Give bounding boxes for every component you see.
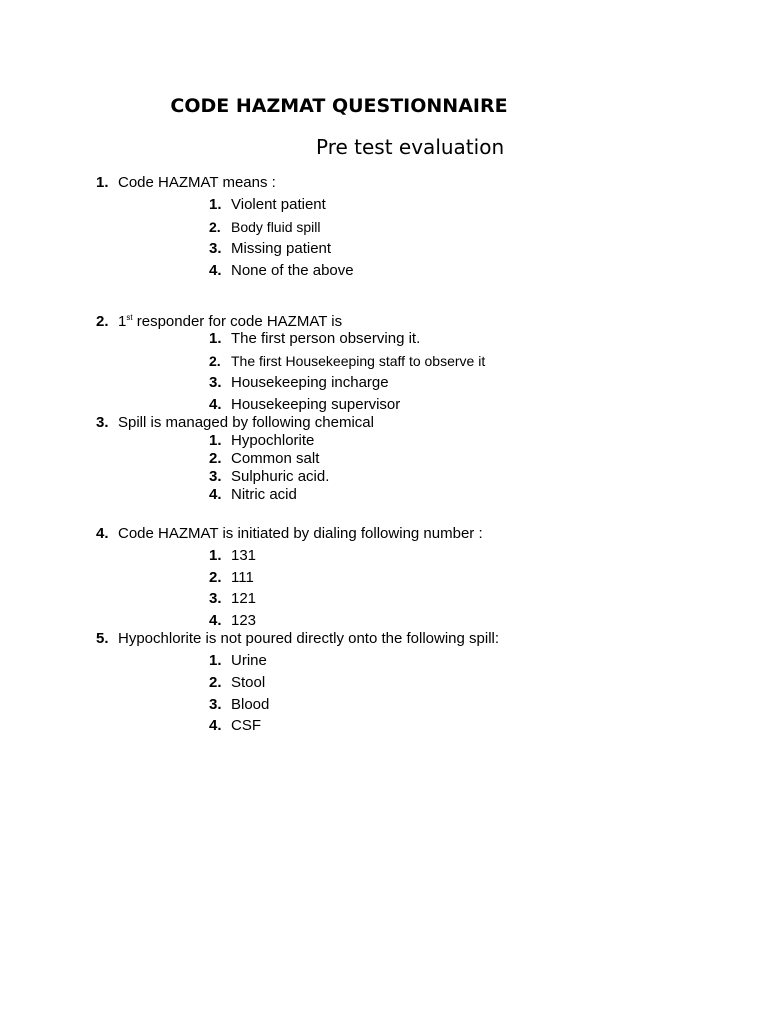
option-text: Housekeeping supervisor: [231, 396, 401, 413]
question-text: Code HAZMAT means :: [118, 174, 276, 191]
option-item: [209, 612, 256, 630]
question-number: 2.: [96, 313, 109, 330]
option-item: [209, 330, 420, 348]
option-number: 2.: [209, 450, 222, 467]
option-text: Urine: [231, 652, 267, 669]
option-text: Blood: [231, 696, 270, 713]
option-number: 4.: [209, 396, 222, 413]
question-text-ordinal: 1: [118, 313, 127, 330]
option-number: 3.: [209, 374, 222, 391]
question-text: Code HAZMAT is initiated by dialing following number :: [118, 525, 483, 542]
option-item: [209, 432, 314, 450]
question-number: 5.: [96, 630, 109, 647]
question-2: [96, 309, 342, 331]
question-number: 1.: [96, 174, 109, 191]
question-1: [96, 174, 276, 192]
option-number: 3.: [209, 696, 222, 713]
option-item: [209, 218, 321, 236]
option-item: [209, 352, 485, 370]
option-number: 4.: [209, 486, 222, 503]
option-item: [209, 652, 267, 670]
option-text: Body fluid spill: [231, 219, 321, 235]
option-number: 2.: [209, 569, 222, 586]
option-item: [209, 486, 297, 504]
option-number: 4.: [209, 262, 222, 279]
option-text: Hypochlorite: [231, 432, 315, 449]
option-item: [209, 717, 261, 735]
option-item: [209, 674, 265, 692]
question-text: Hypochlorite is not poured directly onto the following spill:: [118, 630, 500, 647]
option-text: The first person observing it.: [231, 330, 421, 347]
ordinal-suffix: st: [126, 313, 133, 322]
option-text: 131: [231, 547, 257, 564]
question-number: 4.: [96, 525, 109, 542]
option-number: 3.: [209, 240, 222, 257]
option-text: Missing patient: [231, 240, 332, 257]
option-text: 121: [231, 590, 257, 607]
option-text: 123: [231, 612, 257, 629]
option-text: None of the above: [231, 262, 354, 279]
option-item: [209, 374, 389, 392]
option-text: The first Housekeeping staff to observe it: [231, 353, 486, 369]
option-item: [209, 696, 269, 714]
option-item: [209, 468, 329, 486]
option-number: 1.: [209, 547, 222, 564]
page-title: CODE HAZMAT QUESTIONNAIRE: [170, 95, 508, 117]
option-item: [209, 450, 319, 468]
option-text: Housekeeping incharge: [231, 374, 389, 391]
option-number: 2.: [209, 674, 222, 691]
option-item: [209, 590, 256, 608]
question-text: Spill is managed by following chemical: [118, 414, 374, 431]
option-number: 2.: [209, 219, 221, 235]
option-number: 4.: [209, 717, 222, 734]
option-number: 3.: [209, 468, 222, 485]
option-text: Common salt: [231, 450, 320, 467]
option-number: 1.: [209, 330, 222, 347]
question-number: 3.: [96, 414, 109, 431]
option-item: [209, 396, 400, 414]
option-item: [209, 196, 326, 214]
question-4: [96, 525, 483, 543]
option-item: [209, 240, 331, 258]
question-3: [96, 414, 374, 432]
option-text: Nitric acid: [231, 486, 297, 503]
option-number: 1.: [209, 196, 222, 213]
page-subtitle: Pre test evaluation: [316, 135, 505, 159]
option-item: [209, 547, 256, 565]
option-text: 111: [231, 569, 254, 586]
option-number: 1.: [209, 652, 222, 669]
question-text: responder for code HAZMAT is: [132, 313, 343, 330]
option-text: Sulphuric acid.: [231, 468, 330, 485]
option-number: 4.: [209, 612, 222, 629]
option-number: 3.: [209, 590, 222, 607]
option-item: [209, 262, 354, 280]
option-text: CSF: [231, 717, 261, 734]
option-text: Violent patient: [231, 196, 326, 213]
option-number: 1.: [209, 432, 222, 449]
option-text: Stool: [231, 674, 266, 691]
option-number: 2.: [209, 353, 221, 369]
option-item: [209, 569, 254, 587]
question-5: [96, 630, 499, 648]
